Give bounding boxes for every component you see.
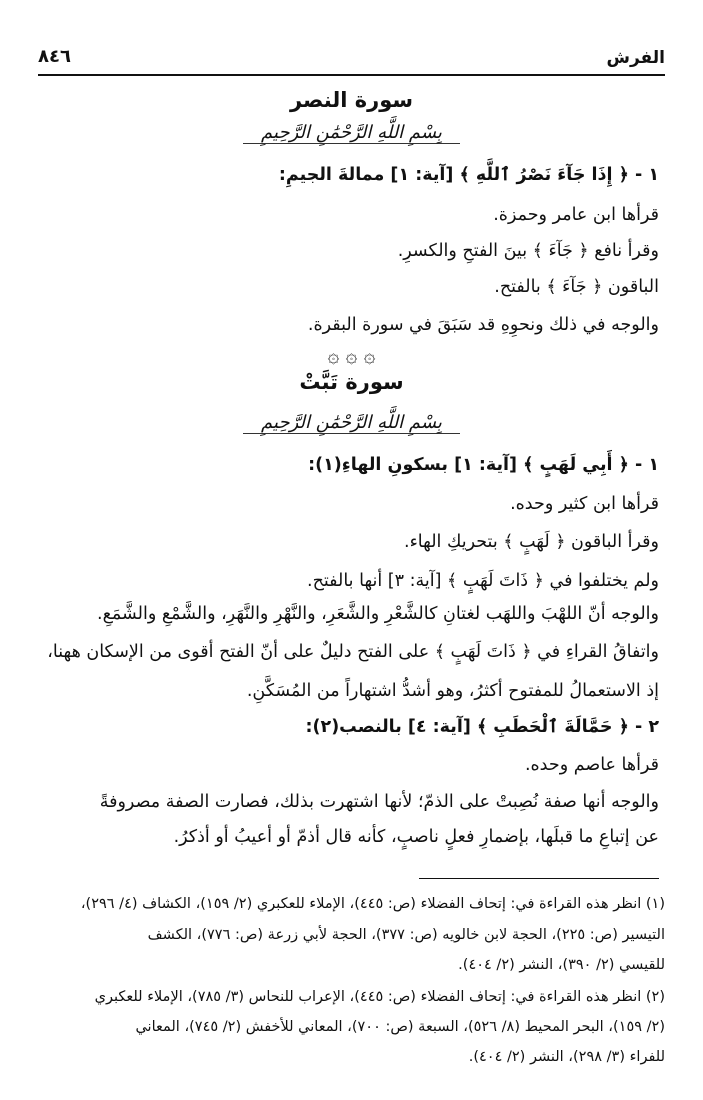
text-line: قرأها عاصم وحده.	[524, 755, 659, 775]
text-line: عن إتباعِ ما قبلَها، بإضمارِ فعلٍ ناصبٍ، كأنه قال أذمّ أو أعيبُ أو أذكرُ.	[173, 827, 659, 847]
sura-title-nasr: سورة النصر	[289, 88, 414, 112]
verse-line: ١ - ﴿ إِذَا جَآءَ نَصْرُ ٱللَّهِ ﴾ [آية: ١] ممالةَ الجيمِ:	[278, 165, 659, 185]
section-separator-icon: ۞ ۞ ۞	[327, 343, 376, 367]
text-line: قرأها ابن عامر وحمزة.	[493, 205, 659, 225]
text-line: الباقون ﴿ جَآءَ ﴾ بالفتح.	[494, 277, 659, 297]
footnote-line: للقيسي (٢/ ٣٩٠)، النشر (٢/ ٤٠٤).	[458, 957, 665, 973]
text-line: وقرأ الباقون ﴿ لَهَبٍ ﴾ بتحريكِ الهاء.	[404, 532, 659, 552]
text-line: ولم يختلفوا في ﴿ ذَاتَ لَهَبٍ ﴾ [آية: ٣] أنها بالفتح.	[307, 571, 659, 591]
footnote-divider	[419, 878, 659, 879]
page-number: ٨٤٦	[38, 46, 71, 67]
verse-line: ١ - ﴿ أَبِي لَهَبٍ ﴾ [آية: ١] بسكونِ الهاءِ(١):	[308, 455, 659, 475]
text-line: إذ الاستعمالُ للمفتوح أكثرُ، وهو أشدُّ اشتهاراً من المُسَكَّنِ.	[246, 681, 659, 701]
basmala-nasr: بِسْمِ اللَّهِ الرَّحْمَٰنِ الرَّحِيمِ	[0, 122, 703, 144]
text-line: قرأها ابن كثير وحده.	[510, 494, 659, 514]
verse-line: ٢ - ﴿ حَمَّالَةَ ٱلْحَطَبِ ﴾ [آية: ٤] بالنصب(٢):	[305, 717, 659, 737]
page-header	[38, 44, 665, 76]
text-line: واتفاقُ القراءِ في ﴿ ذَاتَ لَهَبٍ ﴾ على الفتح دليلٌ على أنّ الفتح أقوى من الإسكان ههنا،	[47, 642, 659, 662]
text-line: والوجه أنّ اللهْبَ واللهَب لغتانِ كالشَّعْرِ والشَّعَرِ، والنَّهْرِ والنَّهَرِ، والشَّمْعِ والشَّمَعِ.	[97, 604, 659, 624]
footnote-line: (٢/ ١٥٩)، البحر المحيط (٨/ ٥٢٦)، السبعة (ص: ٧٠٠)، المعاني للأخفش (٢/ ٧٤٥)، المعاني	[135, 1019, 665, 1035]
footnote-line: للفراء (٣/ ٢٩٨)، النشر (٢/ ٤٠٤).	[468, 1049, 665, 1065]
basmala-masad: بِسْمِ اللَّهِ الرَّحْمَٰنِ الرَّحِيمِ	[0, 412, 703, 434]
text-line: وقرأ نافع ﴿ جَآءَ ﴾ بينَ الفتحِ والكسرِ.	[397, 241, 659, 261]
sura-title-masad: سورة تَبَّتْ	[299, 370, 404, 394]
running-title: الفرش	[606, 48, 665, 68]
footnote-line: (١) انظر هذه القراءة في: إتحاف الفضلاء (ص: ٤٤٥)، الإملاء للعكبري (٢/ ١٥٩)، الكشاف (٤/ ٢٩٦)،	[80, 896, 665, 912]
text-line: والوجه أنها صفة نُصِبتْ على الذمّ؛ لأنها اشتهرت بذلك، فصارت الصفة مصروفةً	[99, 792, 659, 812]
footnote-line: (٢) انظر هذه القراءة في: إتحاف الفضلاء (ص: ٤٤٥)، الإعراب للنحاس (٣/ ٧٨٥)، الإملاء للعكبري	[94, 989, 665, 1005]
text-line: والوجه في ذلك ونحوِهِ قد سَبَقَ في سورة البقرة.	[307, 315, 659, 335]
footnote-line: التيسير (ص: ٢٢٥)، الحجة لابن خالويه (ص: ٣٧٧)، الحجة لأبي زرعة (ص: ٧٧٦)، الكشف	[147, 927, 665, 943]
